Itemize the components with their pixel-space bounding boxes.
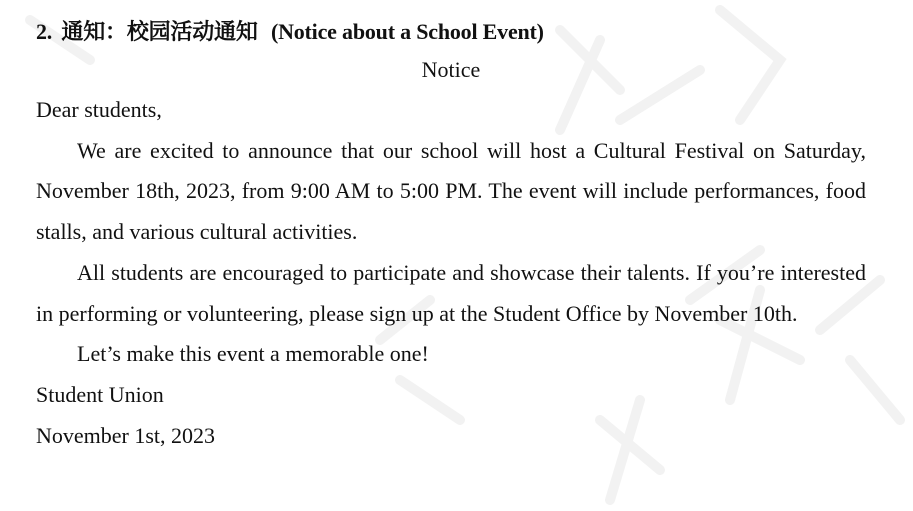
paragraph-announcement: We are excited to announce that our school will host a Cultural Festival on Saturday, November 18th, 2023, from 9:00 AM to 5:00 PM. The event will include performances, food stalls, and various cultural activities. [36,137,866,245]
paragraph-closing: Let’s make this event a memorable one! [77,341,429,367]
document-page [36,14,866,456]
date: November 1st, 2023 [36,422,216,448]
greeting: Dear students, [36,97,162,122]
signature: Student Union [36,381,164,407]
heading-number: 2. [36,19,53,44]
heading-chinese: 通知：校园活动通知 [61,19,258,44]
heading-english: (Notice about a School Event) [270,19,544,44]
paragraph-participation: All students are encouraged to participate and showcase their talents. If you’re interested in performing or volunteering, please sign up at the Student Office by November 10th. [36,259,866,326]
section-heading [36,14,866,50]
notice-title: Notice [421,57,481,82]
